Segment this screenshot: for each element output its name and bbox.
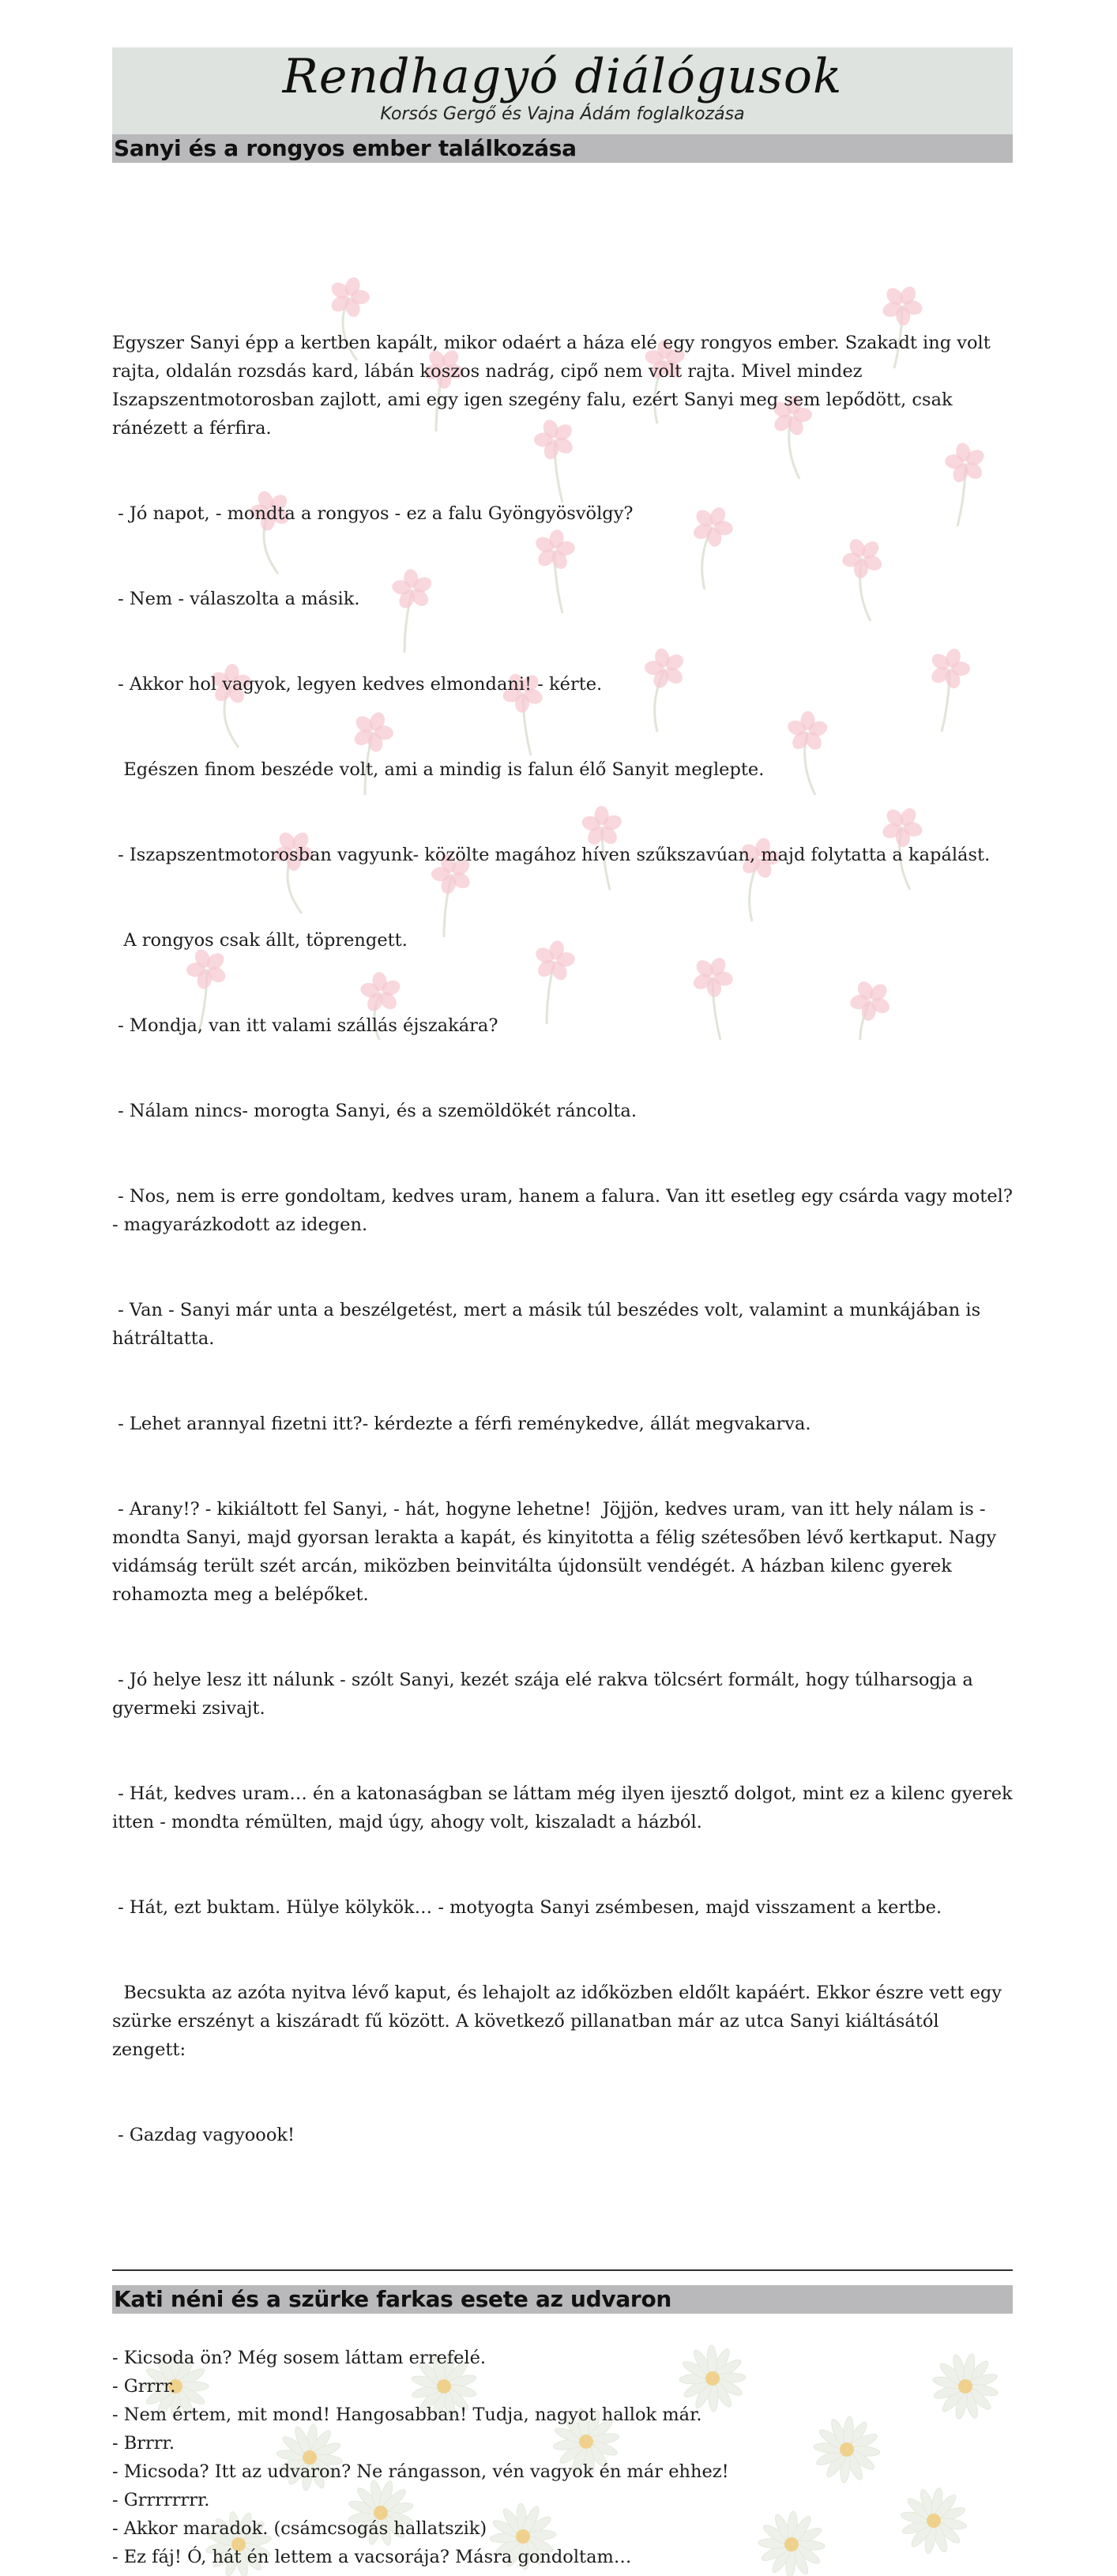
document-page	[112, 47, 1018, 2571]
dialog-line: - Grrrr.	[112, 2376, 176, 2397]
paragraph: - Hát, kedves uram… én a katonaságban se láttam még ilyen ijesztő dolgot, mint ez a kilenc gyerek itten - mondta rémülten, majd úgy, ahogy volt, kiszaladt a házból.	[112, 1783, 1018, 1832]
dialog-text-kati	[112, 2344, 1013, 2571]
dialog-line: - Kicsoda ön? Még sosem láttam errefelé.	[112, 2348, 487, 2368]
paragraph: - Hát, ezt buktam. Hülye kölykök… - motyogta Sanyi zsémbesen, majd visszament a kertbe.	[112, 1897, 942, 1918]
dialog-line: - Nem értem, mit mond! Hangosabban! Tudja, nagyot hallok már.	[112, 2405, 702, 2425]
dialog-line: - Ez fáj! Ó, hát én lettem a vacsorája? Másra gondoltam…	[112, 2547, 632, 2567]
section-heading-kati: Kati néni és a szürke farkas esete az udvaron	[112, 2285, 1013, 2314]
dialog-line: - Akkor maradok. (csámcsogás hallatszik)	[112, 2518, 487, 2539]
paragraph: - Van - Sanyi már unta a beszélgetést, mert a másik túl beszédes volt, valamint a munkájában is hátráltatta.	[112, 1300, 987, 1349]
page-title: Rendhagyó diálógusok	[282, 49, 843, 104]
paragraph: - Nos, nem is erre gondoltam, kedves uram, hanem a falura. Van itt esetleg egy csárda vagy motel?- magyarázkodott az idegen.	[112, 1186, 1013, 1235]
dialog-lines	[112, 2344, 1013, 2571]
section-divider	[112, 2269, 1013, 2271]
paragraph: Egészen finom beszéde volt, ami a mindig is falun élő Sanyit meglepte.	[112, 759, 765, 780]
paragraph: - Nálam nincs- morogta Sanyi, és a szemöldökét ráncolta.	[112, 1101, 637, 1121]
paragraph: - Jó helye lesz itt nálunk - szólt Sanyi, kezét szája elé rakva tölcsért formált, hogy túlharsogja a gyermeki zsivajt.	[112, 1670, 979, 1719]
story-text-sanyi	[112, 186, 1018, 2263]
paragraph: Egyszer Sanyi épp a kertben kapált, mikor odaért a háza elé egy rongyos ember. Szakadt ing volt rajta, oldalán rozsdás kard, lábán koszos nadrág, cipő nem volt rajta. Mivel mindez Iszapszentmotorosban zajlott, ami egy igen szegény falu, ezért Sanyi meg sem lepődött, csak ránézett a férfira.	[112, 333, 991, 439]
paragraph: - Akkor hol vagyok, legyen kedves elmondani! - kérte.	[112, 674, 603, 695]
title-banner	[112, 47, 1013, 134]
page-subtitle: Korsós Gergő és Vajna Ádám foglalkozása	[380, 104, 745, 124]
dialog-line: - Micsoda? Itt az udvaron? Ne rángasson, vén vagyok én már ehhez!	[112, 2461, 729, 2482]
paragraph: A rongyos csak állt, töprengett.	[112, 930, 408, 951]
paragraph: Becsukta az azóta nyitva lévő kaput, és lehajolt az időközben eldőlt kapáért. Ekkor észre vett egy szürke erszényt a kiszáradt fű között. A következő pillanatban már az utca Sanyi kiáltásától zengett:	[112, 1983, 1008, 2060]
paragraph: - Gazdag vagyoook!	[112, 2125, 295, 2145]
paragraph: - Jó napot, - mondta a rongyos - ez a falu Gyöngyösvölgy?	[112, 503, 634, 524]
paragraph: - Nem - válaszolta a másik.	[112, 589, 360, 609]
dialog-line: - Grrrrrrrr.	[112, 2490, 210, 2510]
section-heading-sanyi: Sanyi és a rongyos ember találkozása	[112, 134, 1013, 163]
paragraph: - Lehet arannyal fizetni itt?- kérdezte a férfi reménykedve, állát megvakarva.	[112, 1414, 811, 1434]
paragraph: - Iszapszentmotorosban vagyunk- közölte magához híven szűkszavúan, majd folytatta a kapálást.	[112, 845, 991, 865]
story-paragraphs	[112, 272, 1018, 2206]
dialog-line: - Brrrr.	[112, 2433, 175, 2454]
paragraph: - Mondja, van itt valami szállás éjszakára?	[112, 1015, 498, 1036]
paragraph: - Arany!? - kikiáltott fel Sanyi, - hát, hogyne lehetne! Jöjjön, kedves uram, van itt hely nálam is - mondta Sanyi, majd gyorsan lerakta a kapát, és kinyitotta a félig szétesőben lévő kertkaput. Nagy vidámság terült szét arcán, miközben beinvitálta újdonsült vendégét. A házban kilenc gyerek rohamozta meg a belépőket.	[112, 1499, 1002, 1605]
